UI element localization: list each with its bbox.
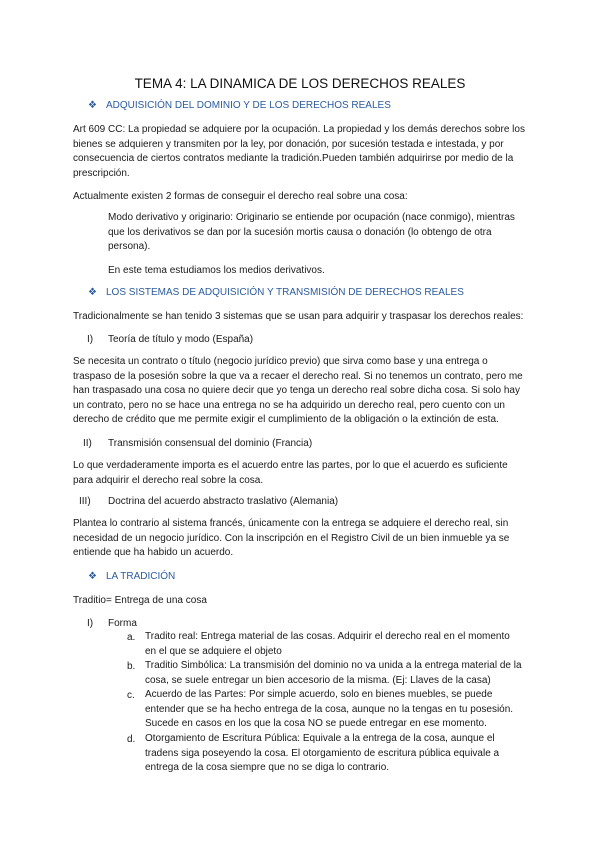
list-item-titulo-modo: Teoría de título y modo (España) (108, 334, 254, 345)
section-heading-text: LA TRADICIÓN (106, 571, 176, 582)
paragraph-line: han traspasado una cosa no quiere decir que yo tenga un derecho real sobre dicha cosa. Si solo hay (73, 385, 520, 397)
diamond-bullet-icon: ❖ (88, 100, 97, 111)
paragraph-line: bienes se adquieren y transmiten por la ley, por donación, por sucesión testada e intestada, y por (73, 138, 504, 150)
list-item-number: III) (79, 496, 91, 507)
diamond-bullet-icon: ❖ (88, 287, 97, 298)
list-item-forma: Forma (108, 618, 137, 629)
paragraph-line: cosa, se suele entregar un bien accesorio de la misma. (Ej: Llaves de la casa) (145, 674, 491, 686)
paragraph-line: Se necesita un contrato o título (negocio jurídico previo) que sirva como base y una entrega o (73, 356, 488, 367)
section-heading-sistemas (88, 286, 464, 300)
paragraph-line: Traditio Simbólica: La transmisión del dominio no va unida a la entrega material de la (145, 660, 522, 671)
paragraph-line: Lo que verdaderamente importa es el acuerdo entre las partes, por lo que el acuerdo es suficiente (73, 460, 508, 471)
paragraph-line: Modo derivativo y originario: Originario se entiende por ocupación (nace conmigo), mientras (108, 212, 515, 223)
list-item-number: I) (87, 618, 94, 629)
sub-item-tradito-real (145, 630, 510, 659)
paragraph-line: Sucede en casos en los que la cosa NO se puede entregar en ese momento. (145, 718, 487, 730)
paragraph-line: en el que se adquiere el objeto (145, 645, 282, 657)
diamond-bullet-icon: ❖ (88, 571, 97, 582)
list-item-number: II) (83, 438, 92, 449)
paragraph-formas: Actualmente existen 2 formas de conseguir el derecho real sobre una cosa: (73, 191, 408, 202)
paragraph-line: entrega de la cosa siempre que no se diga lo contrario. (145, 762, 390, 774)
paragraph-modo-derivativo (108, 211, 515, 255)
sub-item-letter: a. (127, 632, 136, 643)
paragraph-line: Plantea lo contrario al sistema francés, únicamente con la entrega se adquiere el derecho real, sin (73, 518, 509, 529)
sub-item-letter: c. (127, 690, 135, 701)
sub-item-letter: b. (127, 661, 136, 672)
paragraph-medios-derivativos: En este tema estudiamos los medios derivativos. (108, 265, 325, 276)
paragraph-line: Acuerdo de las Partes: Por simple acuerdo, solo en bienes muebles, se puede (145, 689, 493, 700)
paragraph-art609 (73, 123, 525, 181)
paragraph-tres-sistemas: Tradicionalmente se han tenido 3 sistemas que se usan para adquirir y traspasar los derechos reales: (73, 311, 524, 322)
paragraph-consensual (73, 459, 508, 488)
sub-item-escritura-publica (145, 732, 499, 776)
paragraph-line: necesidad de un negocio jurídico. Con la inscripción en el Registro Civil de un bien inmueble ya se (73, 532, 510, 544)
section-heading-text: LOS SISTEMAS DE ADQUISICIÓN Y TRANSMISIÓN DE DERECHOS REALES (106, 287, 464, 298)
paragraph-traditio: Traditio= Entrega de una cosa (73, 595, 207, 606)
paragraph-line: que los derivativos se dan por la sucesión mortis causa o donación (lo obtengo de otra (108, 226, 492, 238)
paragraph-line: Otorgamiento de Escritura Pública: Equivale a la entrega de la cosa, aunque el (145, 733, 495, 744)
paragraph-line: consecuencia de ciertos contratos mediante la tradición.Pueden también adquirirse por medio de la (73, 153, 514, 165)
section-heading-tradicion (88, 570, 175, 584)
paragraph-line: derecho de crédito que me permite exigir el cumplimiento de la obligación o la extinción de esta. (73, 414, 499, 426)
paragraph-line: traspaso de la posesión sobre la que va a recaer el derecho real. Si no tenemos un contrato, pero me (73, 370, 523, 382)
paragraph-titulo-modo (73, 355, 523, 428)
sub-item-traditio-simbolica (145, 659, 522, 688)
page-title: TEMA 4: LA DINAMICA DE LOS DERECHOS REALES (134, 76, 466, 91)
list-item-number: I) (87, 334, 94, 345)
section-heading-adquisicion (88, 99, 391, 113)
paragraph-line: tradens siga poseyendo la cosa. El otorgamiento de escritura pública equivale a (145, 747, 500, 759)
sub-item-acuerdo-partes (145, 688, 513, 732)
paragraph-acuerdo-abstracto (73, 517, 509, 561)
list-item-acuerdo-abstracto: Doctrina del acuerdo abstracto traslativo (Alemania) (108, 496, 339, 507)
paragraph-line: entender que se ha hecho entrega de la cosa, aunque no la tengas en tu posesión. (145, 703, 514, 715)
sub-item-letter: d. (127, 734, 136, 745)
paragraph-line: un contrato, pero no se hace una entrega no se ha adquirido un derecho real, pero cuento con un (73, 399, 505, 411)
paragraph-line: persona). (108, 241, 151, 253)
paragraph-line: Tradito real: Entrega material de las cosas. Adquirir el derecho real en el momento (145, 631, 510, 642)
paragraph-line: entiende que ha habido un acuerdo. (73, 547, 234, 559)
paragraph-line: para adquirir el derecho real sobre la cosa. (73, 474, 264, 486)
paragraph-line: prescripción. (73, 167, 130, 179)
list-item-consensual: Transmisión consensual del dominio (Francia) (108, 438, 313, 449)
paragraph-line: Art 609 CC: La propiedad se adquiere por la ocupación. La propiedad y los demás derechos sobre los (73, 124, 525, 135)
section-heading-text: ADQUISICIÓN DEL DOMINIO Y DE LOS DERECHOS REALES (106, 100, 391, 111)
